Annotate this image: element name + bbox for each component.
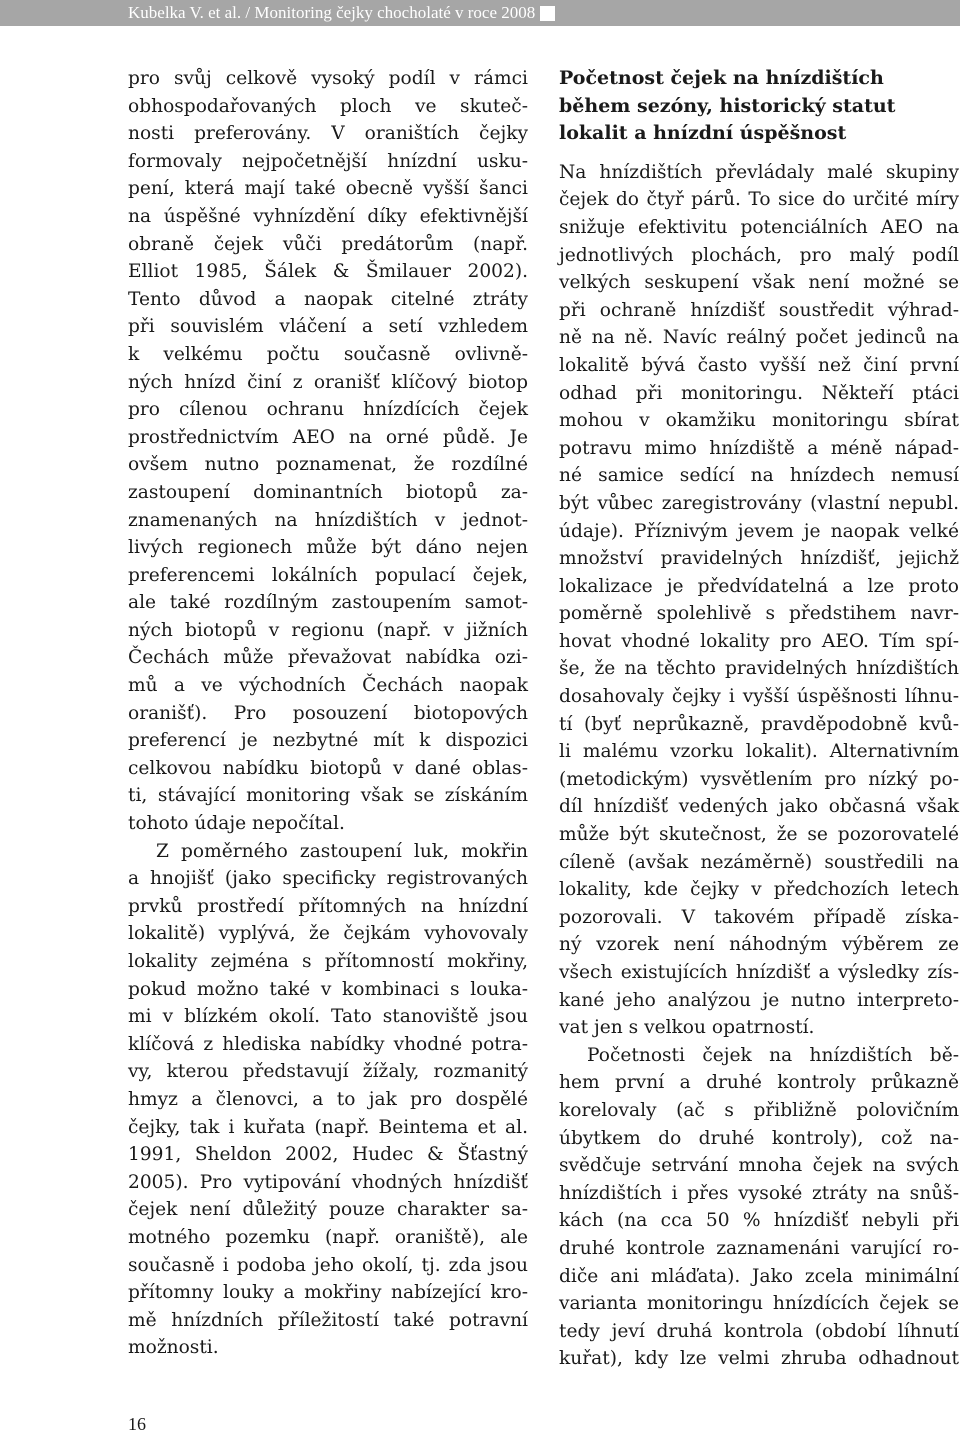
text-line: Z poměrného zastoupení luk, mokřin bbox=[156, 840, 528, 862]
page-number: 16 bbox=[128, 1414, 146, 1434]
text-line: hnízdištích i přes vysoké ztráty na snůš- bbox=[559, 1182, 959, 1204]
text-line: čejek do čtyř párů. To sice do určité míry bbox=[559, 189, 959, 211]
text-line: vat jen s velkou opatrností. bbox=[559, 1017, 815, 1039]
text-line: pokud možno také v kombinaci s louka- bbox=[128, 978, 528, 1000]
text-line: varianta monitoringu hnízdících čejek se bbox=[559, 1293, 959, 1315]
text-line: množství pravidelných hnízdišť, jejichž bbox=[559, 548, 959, 570]
text-line: mě hnízdních příležitostí také potravní bbox=[128, 1309, 528, 1331]
text-line: pení, která mají také obecně vyšší šanci bbox=[128, 178, 528, 200]
text-line: pozorovali. V takovém případě získa- bbox=[559, 906, 959, 928]
text-line: obhospodařovaných ploch ve skuteč- bbox=[128, 95, 528, 117]
text-line: ný vzorek není náhodným výběrem ze bbox=[559, 934, 959, 956]
text-line: lokality zejména s přítomností mokřiny, bbox=[128, 951, 528, 972]
header-square-ornament bbox=[540, 6, 555, 21]
text-line: klíčová z hlediska nabídky vhodné potra- bbox=[128, 1033, 528, 1055]
right-column-body bbox=[559, 159, 959, 1373]
text-line: čejek není důležitý pouze charakter sa- bbox=[128, 1199, 528, 1221]
text-line: pro svůj celkově vysoký podíl v rámci bbox=[128, 68, 528, 89]
text-line: díl hnízdišť vedených jako občasná však bbox=[559, 796, 959, 818]
text-line: Na hnízdištích převládaly malé skupiny bbox=[559, 161, 959, 183]
text-line: li malému vzorku lokalit). Alternativním bbox=[559, 741, 959, 763]
text-line: ti, stávající monitoring však se získáním bbox=[128, 785, 528, 807]
text-line: tí (byť neprůkazně, pravděpodobně kvů- bbox=[559, 713, 959, 735]
text-line: zastoupení dominantních biotopů za- bbox=[128, 481, 528, 503]
text-line: hovat vhodné lokality pro AEO. Tím spí- bbox=[559, 630, 959, 652]
text-line: při ochraně hnízdišť soustředit výhrad- bbox=[559, 299, 959, 321]
text-line: kuřat), kdy lze velmi zhruba odhadnout bbox=[559, 1348, 959, 1370]
running-title: Kubelka V. et al. / Monitoring čejky chocholaté v roce 2008 bbox=[128, 3, 536, 22]
text-line: preferencí je nezbytné mít k dispozici bbox=[128, 730, 528, 752]
text-line: diče ani mláďata). Jako zcela minimální bbox=[559, 1265, 959, 1287]
text-line: še, že na těchto pravidelných hnízdištích bbox=[559, 658, 959, 680]
text-line: kané jeho analýzou je nutno interpreto- bbox=[559, 989, 959, 1011]
text-line: né samice sedící na hnízdech nemusí bbox=[559, 465, 959, 487]
text-line: druhé kontrole zaznamenáni varující ro- bbox=[559, 1237, 959, 1259]
text-line: 2005). Pro vytipování vhodných hnízdišť bbox=[128, 1171, 528, 1193]
text-line: motného pozemku (např. oraniště), ale bbox=[128, 1226, 528, 1248]
text-line: svědčuje setrvání mnoha čejek na svých bbox=[559, 1155, 959, 1177]
left-column bbox=[128, 65, 528, 1362]
text-line: preferencemi lokálních populací čejek, bbox=[128, 564, 528, 586]
text-line: odhad při monitoringu. Někteří ptáci bbox=[559, 382, 959, 404]
text-line: vy, kterou představují žížaly, rozmanitý bbox=[128, 1061, 528, 1083]
text-line: velkých seskupení však není možné se bbox=[559, 272, 959, 294]
text-line: dosahovaly čejky i vyšší úspěšnosti líhnu- bbox=[559, 686, 959, 708]
text-line: pro cílenou ochranu hnízdících čejek bbox=[128, 399, 528, 421]
text-line: mů a ve východních Čechách naopak bbox=[128, 675, 528, 697]
text-line: současně i podoba jeho okolí, tj. zda jsou bbox=[128, 1254, 528, 1276]
heading-line: lokalit a hnízdní úspěšnost bbox=[559, 122, 847, 145]
text-line: nosti preferovány. V oraništích čejky bbox=[128, 123, 528, 145]
text-line: k velkému počtu současně ovlivně- bbox=[128, 343, 528, 365]
text-line: tohoto údaje nepočítal. bbox=[128, 813, 345, 835]
text-line: celkovou nabídku biotopů v dané oblas- bbox=[128, 757, 528, 779]
text-line: všech existujících hnízdišť a výsledky zís- bbox=[559, 962, 959, 983]
text-line: mi v blízkém okolí. Tato stanoviště jsou bbox=[128, 1006, 528, 1028]
text-line: na úspěšné vyhnízdění díky efektivnější bbox=[128, 205, 528, 227]
text-line: prvků prostředí přítomných na hnízdní bbox=[128, 895, 528, 917]
text-line: přítomny louky a mokřiny nabízející kro- bbox=[128, 1282, 528, 1304]
text-line: ně na ně. Navíc reálný počet jedinců na bbox=[559, 327, 959, 349]
text-line: ných biotopů v regionu (např. v jižních bbox=[128, 619, 528, 641]
text-line: kách (na cca 50 % hnízdišť nebyli při bbox=[559, 1210, 959, 1232]
running-header bbox=[0, 0, 960, 26]
text-line: lokalizace je předvídatelná a lze proto bbox=[559, 575, 959, 597]
text-line: oranišť). Pro posouzení biotopových bbox=[128, 702, 528, 724]
text-line: možnosti. bbox=[128, 1337, 219, 1359]
right-column bbox=[559, 65, 959, 1373]
text-line: hem první a druhé kontroly průkazně bbox=[559, 1072, 959, 1094]
text-line: ale také rozdílným zastoupením samot- bbox=[128, 592, 528, 614]
text-line: Elliot 1985, Šálek & Šmilauer 2002). bbox=[128, 261, 528, 283]
text-line: obraně čejek vůči predátorům (např. bbox=[128, 233, 528, 255]
text-line: cíleně (avšak nezáměrně) soustředili na bbox=[559, 851, 959, 873]
text-line: tedy jeví druhá kontrola (období líhnutí bbox=[559, 1320, 959, 1342]
text-line: potravu mimo hnízdiště a méně nápad- bbox=[559, 437, 959, 459]
heading-line: během sezóny, historický statut bbox=[559, 94, 896, 117]
text-line: ných hnízd činí z oranišť klíčový biotop bbox=[128, 371, 528, 393]
text-line: hmyz a členovci, a to jak pro dospělé bbox=[128, 1088, 528, 1110]
text-line: Tento důvod a naopak citelné ztráty bbox=[128, 288, 528, 310]
text-line: formovaly nejpočetnější hnízdní usku- bbox=[128, 150, 528, 172]
text-line: Početnosti čejek na hnízdištích bě- bbox=[587, 1044, 959, 1066]
text-line: lokalitě) vyplývá, že čejkám vyhovovaly bbox=[128, 923, 528, 945]
text-line: znamenaných na hnízdištích v jednot- bbox=[128, 509, 528, 531]
heading-line: Početnost čejek na hnízdištích bbox=[559, 67, 884, 89]
text-line: být vůbec zaregistrovány (vlastní nepubl. bbox=[559, 492, 959, 514]
text-line: údaje). Příznivým jevem je naopak velké bbox=[559, 520, 959, 542]
text-line: prostřednictvím AEO na orné půdě. Je bbox=[128, 426, 528, 448]
text-line: mohou v okamžiku monitoringu sbírat bbox=[559, 410, 959, 432]
text-line: čejky, tak i kuřata (např. Beintema et al. bbox=[128, 1116, 528, 1138]
text-line: lokalitě bývá často vyšší než činí první bbox=[559, 354, 959, 376]
section-heading bbox=[559, 65, 959, 148]
text-line: může být skutečnost, že se pozorovatelé bbox=[559, 824, 959, 846]
text-line: jednotlivých plochách, pro malý podíl bbox=[559, 244, 959, 266]
text-line: (metodickým) vysvětlením pro nízký po- bbox=[559, 768, 959, 790]
text-line: 1991, Sheldon 2002, Hudec & Šťastný bbox=[128, 1144, 528, 1166]
text-line: lokality, kde čejky v předchozích letech bbox=[559, 879, 959, 901]
text-line: Čechách může převažovat nabídka ozi- bbox=[128, 647, 528, 669]
text-line: korelovaly (ač s přibližně polovičním bbox=[559, 1099, 959, 1121]
text-line: při souvislém vláčení a setí vzhledem bbox=[128, 316, 528, 338]
text-line: poměrně spolehlivě s předstihem navr- bbox=[559, 603, 959, 625]
text-line: úbytkem do druhé kontroly), což na- bbox=[559, 1127, 959, 1149]
text-line: a hnojišť (jako specificky registrovaných bbox=[128, 868, 528, 890]
text-line: snižuje efektivitu potenciálních AEO na bbox=[559, 216, 959, 238]
text-line: livých regionech může být dáno nejen bbox=[128, 537, 528, 559]
text-line: ovšem nutno poznamenat, že rozdílné bbox=[128, 454, 528, 476]
